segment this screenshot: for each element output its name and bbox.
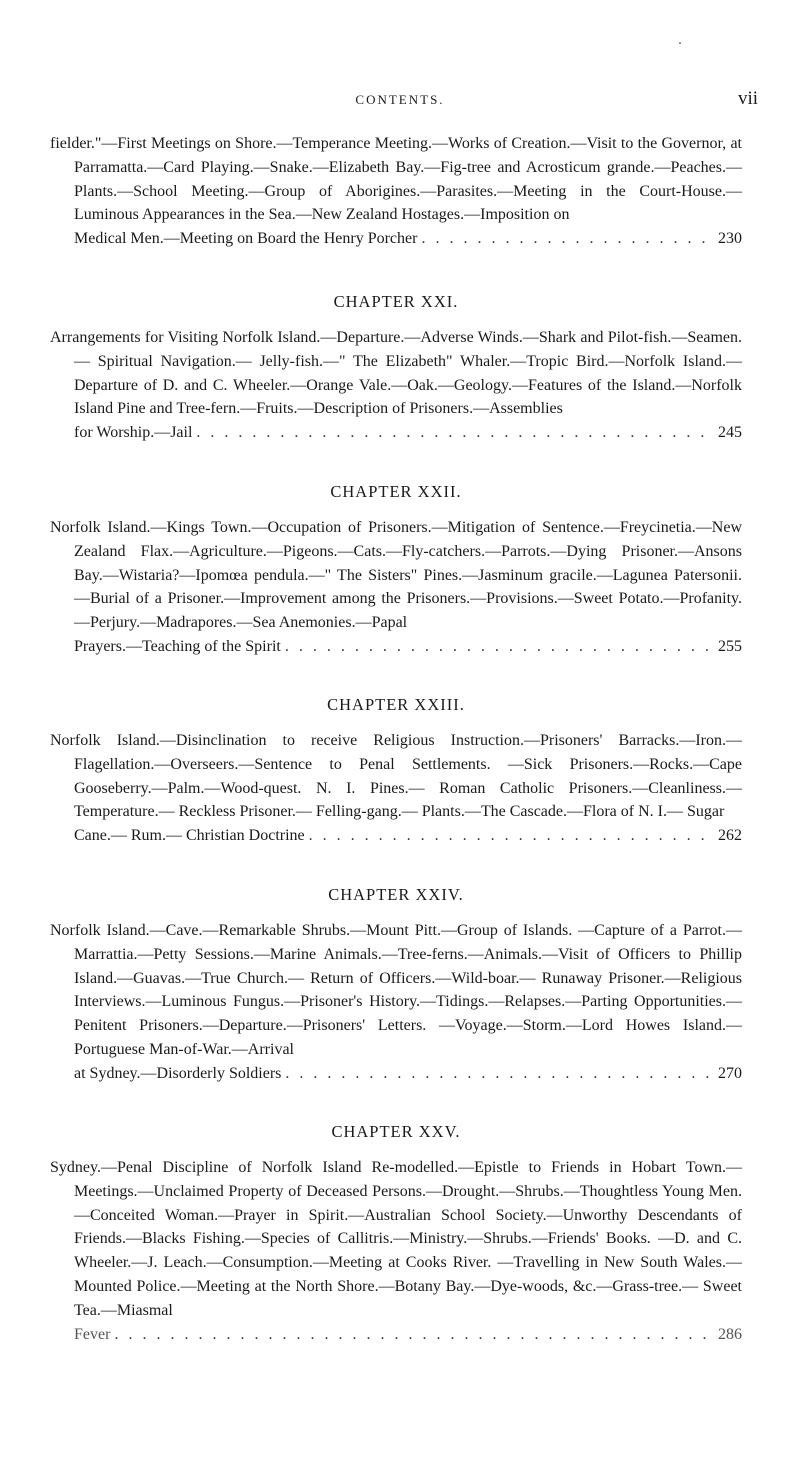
chapter-summary: Norfolk Island.—Kings Town.—Occupation of Prisoners.—Mitigation of Sentence.—Freycinetia.—New Zealand Flax.—Agriculture.—Pigeons.—Cats.—Fly-catchers.—Parrots.—Dying Prisoner.—Ansons Bay.—Wistaria?—Ipomœa pendula.—" The Sisters" Pines.—Jasminum gracile.—Lagunea Patersonii.—Burial of a Prisoner.—Improvement among the Prisoners.—Provisions.—Sweet Potato.—Profanity.—Perjury.—Madrapores.—Sea Anemonies.—Papal	[50, 519, 742, 632]
chapter-summary-last-words: Medical Men.—Meeting on Board the Henry Porcher	[74, 230, 418, 248]
chapter-summary: Norfolk Island.—Disinclination to receive Religious Instruction.—Prisoners' Barracks.—Iron.—Flagellation.—Overseers.—Sentence to Penal Settlements. —Sick Prisoners.—Rocks.—Cape Gooseberry.—Palm.—Wood-quest. N. I. Pines.— Roman Catholic Prisoners.—Cleanliness.—Temperature.— Reckless Prisoner.— Felling-gang.— Plants.—The Cascade.—Flora of N. I.— Sugar	[50, 732, 742, 821]
chapter-page-reference: 262	[718, 827, 742, 845]
chapter-heading: CHAPTER XXIV.	[328, 885, 464, 904]
chapter-summary: Sydney.—Penal Discipline of Norfolk Island Re-modelled.—Epistle to Friends in Hobart Town.—Meetings.—Unclaimed Property of Deceased Persons.—Drought.—Shrubs.—Thoughtless Young Men.—Conceited Woman.—Prayer in Spirit.—Australian School Society.—Unworthy Descendants of Friends.—Blacks Fishing.—Species of Callitris.—Ministry.—Shrubs.—Friends' Books. —D. and C. Wheeler.—J. Leach.—Consumption.—Meeting at Cooks River. —Travelling in New South Wales.—Mounted Police.—Meeting at the North Shore.—Botany Bay.—Dye-woods, &c.—Grass-tree.— Sweet Tea.—Miasmal	[50, 1159, 742, 1319]
chapter-xxv	[50, 1120, 742, 1346]
chapter-summary-final-line	[50, 824, 742, 848]
chapter-summary-last-words: at Sydney.—Disorderly Soldiers	[74, 1064, 282, 1082]
chapter-page-reference: 230	[718, 230, 742, 248]
running-title: CONTENTS.	[355, 92, 445, 107]
chapter-summary-final-line	[50, 1323, 742, 1347]
chapter-summary-last-words: Cane.— Rum.— Christian Doctrine	[74, 827, 305, 845]
chapter-heading: CHAPTER XXII.	[330, 482, 462, 501]
chapter-summary-final-line	[50, 227, 742, 251]
running-head	[0, 88, 800, 114]
chapter-summary-final-line	[50, 1062, 742, 1086]
chapter-page-reference: 245	[718, 424, 742, 442]
dot-leader	[309, 824, 712, 848]
chapter-summary-final-line	[50, 421, 742, 445]
chapter-summary-last-words: for Worship.—Jail	[74, 424, 193, 442]
chapter-summary-last-words: Fever	[74, 1325, 111, 1343]
chapter-summary: fielder."—First Meetings on Shore.—Temperance Meeting.—Works of Creation.—Visit to the Governor, at Parramatta.—Card Playing.—Snake.—Elizabeth Bay.—Fig-tree and Acrosticum grande.—Peaches.—Plants.—School Meeting.—Group of Aborigines.—Parasites.—Meeting in the Court-House.—Luminous Appearances in the Sea.—New Zealand Hostages.—Imposition on	[50, 135, 742, 224]
chapter-xxii	[50, 480, 742, 659]
paper-speck	[679, 42, 681, 44]
chapter-xxi	[50, 290, 742, 445]
chapter-page-reference: 255	[718, 637, 742, 655]
chapter-heading: CHAPTER XXV.	[331, 1122, 461, 1141]
dot-leader	[285, 1062, 712, 1086]
chapter-page-reference: 286	[718, 1325, 742, 1343]
dot-leader	[285, 635, 712, 659]
chapter-heading: CHAPTER XXI.	[333, 292, 459, 311]
chapter-summary: Arrangements for Visiting Norfolk Island.—Departure.—Adverse Winds.—Shark and Pilot-fish.—Seamen.— Spiritual Navigation.— Jelly-fish.—" The Elizabeth" Whaler.—Tropic Bird.—Norfolk Island.—Departure of D. and C. Wheeler.—Orange Vale.—Oak.—Geology.—Features of the Island.—Norfolk Island Pine and Tree-fern.—Fruits.—Description of Prisoners.—Assemblies	[50, 329, 742, 418]
chapter-summary-last-words: Prayers.—Teaching of the Spirit	[74, 637, 281, 655]
chapter-page-reference: 270	[718, 1064, 742, 1082]
chapter-xxiii	[50, 693, 742, 848]
chapter-xx-continuation	[50, 132, 742, 251]
chapter-summary: Norfolk Island.—Cave.—Remarkable Shrubs.—Mount Pitt.—Group of Islands. —Capture of a Parrot.—Marrattia.—Petty Sessions.—Marine Animals.—Tree-ferns.—Animals.—Visit of Officers to Phillip Island.—Guavas.—True Church.— Return of Officers.—Wild-boar.— Runaway Prisoner.—Religious Interviews.—Luminous Fungus.—Prisoner's History.—Tidings.—Relapses.—Parting Opportunities.—Penitent Prisoners.—Departure.—Prisoners' Letters. —Voyage.—Storm.—Lord Howes Island.—Portuguese Man-of-War.—Arrival	[50, 922, 742, 1058]
chapter-summary-final-line	[50, 635, 742, 659]
chapter-heading: CHAPTER XXIII.	[327, 695, 465, 714]
dot-leader	[114, 1323, 712, 1347]
dot-leader	[196, 421, 712, 445]
page-number: vii	[737, 88, 758, 109]
chapter-xxiv	[50, 883, 742, 1086]
dot-leader	[421, 227, 712, 251]
